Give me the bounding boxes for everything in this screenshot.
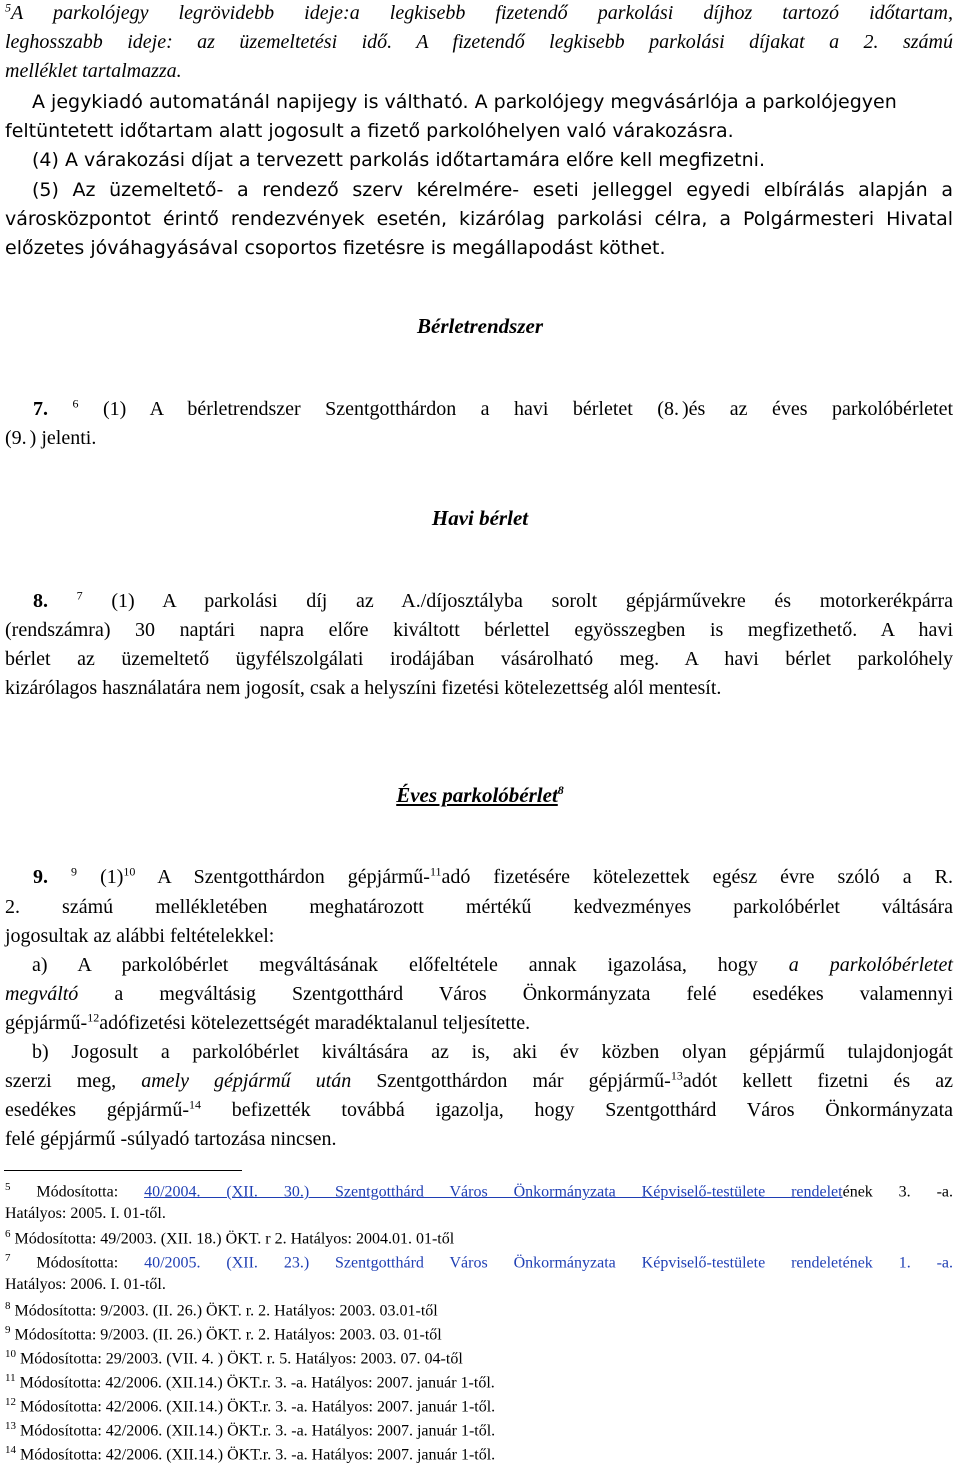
footnote-5-link[interactable]: 40/2004. (XII. 30.) Szentgotthárd Város Önkormányzata Képviselő-testülete rendelet <box>144 1183 843 1201</box>
text: Szentgotthárdon már gépjármű- <box>351 1070 671 1092</box>
footnote-ref: 7 <box>76 588 83 603</box>
text: esedékes gépjármű- <box>5 1099 190 1121</box>
text: (1) A parkolási díj az A./díjosztályba sorolt gépjárművekre és motorkerékpárra <box>111 590 954 612</box>
text: A parkolójegy legrövidebb ideje:a legkisebb fizetendő parkolási díjhoz tartozó időtartam, <box>11 2 953 24</box>
text: adó fizetésére kötelezettek egész évre szóló a R. <box>441 866 954 888</box>
text: Módosította: 49/2003. (XII. 18.) ÖKT. r 2. Hatályos: 2004.01. 01-től <box>10 1230 455 1248</box>
text: adófizetési kötelezettségét maradéktalanul teljesítette. <box>99 1012 531 1034</box>
paragraph-8-line: (rendszámra) 30 naptári napra előre kiváltott bérlettel egyösszegben is megfizethető. A havi <box>5 619 953 641</box>
footnote-11 <box>5 1372 495 1392</box>
paragraph-4: (4) A várakozási díjat a tervezett parkolás időtartamára előre kell megfizetni. <box>32 149 765 171</box>
paragraph-9b-line: b) Jogosult a parkolóbérlet kiváltására az is, aki év közben olyan gépjármű tulajdonjogát <box>32 1041 953 1063</box>
text: a) A parkolóbérlet megváltásának előfeltétele annak igazolása, hogy <box>32 954 789 976</box>
paragraph-7-line <box>5 427 96 450</box>
footnote-5 <box>5 1181 953 1201</box>
footnote-13 <box>5 1420 495 1440</box>
footnote-14 <box>5 1444 495 1464</box>
paragraph-5-line: városközpontot érintő rendezvények esetén, kizárólag parkolási célra, a Polgármesteri Hivatal <box>5 208 953 230</box>
footnote-7-reference: 40/2005. (XII. 23.) Szentgotthárd Város Önkormányzata Képviselő-testülete rendeletének 1. -a. <box>144 1254 954 1272</box>
footnote-number: 10 <box>5 1348 16 1360</box>
text-line: melléklet tartalmazza. <box>5 60 182 82</box>
paragraph-9b-line: felé gépjármű -súlyadó tartozása nincsen. <box>5 1128 337 1150</box>
footnote-number: 8 <box>5 1300 11 1312</box>
paragraph-9b-line <box>5 1099 953 1122</box>
section-number: 8. <box>33 590 48 612</box>
footnote-7-line2: Hatályos: 2006. I. 01-től. <box>5 1276 166 1293</box>
paragraph-9-line <box>33 866 953 889</box>
footnote-5-line2: Hatályos: 2005. I. 01-től. <box>5 1205 166 1222</box>
text: Módosította: 29/2003. (VII. 4. ) ÖKT. r. 5. Hatályos: 2003. 07. 04-től <box>16 1350 463 1368</box>
footnote-ref: 13 <box>670 1068 683 1083</box>
paragraph-9a-line <box>5 1012 530 1035</box>
footnote-ref: 6 <box>72 396 79 411</box>
heading-text: Éves parkolóbérlet <box>396 783 558 807</box>
text-italic: a parkolóbérletet <box>788 954 953 976</box>
text: adót kellett fizetni és az <box>682 1070 953 1092</box>
footnote-9 <box>5 1324 442 1344</box>
text-italic: amely gépjármű után <box>141 1070 352 1092</box>
paragraph-7-line <box>33 398 953 421</box>
text: ének 3. -a. <box>842 1183 953 1201</box>
text: Módosította: 42/2006. (XII.14.) ÖKT.r. 3. -a. Hatályos: 2007. január 1-től. <box>16 1398 496 1416</box>
text: Módosította: <box>10 1183 145 1201</box>
text: )és az éves parkolóbérletet <box>681 398 954 420</box>
footnote-number: 12 <box>5 1396 16 1408</box>
footnote-number: 9 <box>5 1324 11 1336</box>
text: a megváltásig Szentgotthárd Város Önkormányzata felé esedékes valamennyi <box>78 983 953 1005</box>
section-number: 7. <box>33 398 48 420</box>
footnote-ref: 10 <box>123 864 136 879</box>
text: (1) <box>100 866 124 888</box>
section-heading-havi-berlet: Havi bérlet <box>431 506 529 530</box>
paragraph-9b-line <box>5 1070 953 1093</box>
text-line: feltüntetett időtartam alatt jogosult a fizető parkolóhelyen való várakozásra. <box>5 120 734 142</box>
text: Módosította: 42/2006. (XII.14.) ÖKT.r. 3. -a. Hatályos: 2007. január 1-től. <box>15 1374 495 1392</box>
footnote-6 <box>5 1228 454 1248</box>
section-number: 9. <box>33 866 48 888</box>
text: (1) A bérletrendszer Szentgotthárdon a havi bérletet (8. <box>102 398 679 420</box>
text: Módosította: 9/2003. (II. 26.) ÖKT. r. 2. Hatályos: 2003. 03.01-től <box>10 1302 438 1320</box>
footnote-number: 5 <box>5 1181 11 1193</box>
text: gépjármű- <box>5 1012 88 1034</box>
footnote-10 <box>5 1348 463 1368</box>
footnote-ref: 8 <box>557 783 564 797</box>
section-heading-berletrendszer: Bérletrendszer <box>417 314 543 338</box>
paragraph-5-line: (5) Az üzemeltető- a rendező szerv kérelmére- eseti jelleggel egyedi elbírálás alapján a <box>32 179 953 201</box>
paragraph-9-line: jogosultak az alábbi feltételekkel: <box>5 925 275 947</box>
text: Módosította: 9/2003. (II. 26.) ÖKT. r. 2. Hatályos: 2003. 03. 01-től <box>10 1326 442 1344</box>
footnote-ref: 14 <box>189 1097 202 1112</box>
text: A Szentgotthárdon gépjármű- <box>135 866 430 888</box>
text-line: leghosszabb ideje: az üzemeltetési idő. A fizetendő legkisebb parkolási díjakat a 2. számú <box>5 31 953 53</box>
paragraph-8-line <box>33 590 953 613</box>
text: befizették továbbá igazolja, hogy Szentgotthárd Város Önkormányzata <box>201 1099 953 1121</box>
footnote-7 <box>5 1252 953 1272</box>
paragraph-8-line: bérlet az üzemeltető ügyfélszolgálati irodájában vásárolható meg. A havi bérlet parkolóhely <box>5 648 953 670</box>
footnote-number: 6 <box>5 1228 11 1240</box>
footnote-8 <box>5 1300 438 1320</box>
paragraph-8-line: kizárólagos használatára nem jogosít, csak a helyszíni fizetési kötelezettség alól mentesít. <box>5 677 722 699</box>
text-italic: megváltó <box>5 983 79 1005</box>
footnote-number: 7 <box>5 1252 11 1264</box>
text: Módosította: <box>10 1254 145 1272</box>
text: (9. <box>5 427 27 449</box>
text: szerzi meg, <box>5 1070 142 1092</box>
footnote-12 <box>5 1396 495 1416</box>
text: Módosította: 42/2006. (XII.14.) ÖKT.r. 3. -a. Hatályos: 2007. január 1-től. <box>16 1446 496 1464</box>
paragraph-9a-line <box>32 954 953 977</box>
text-line: A jegykiadó automatánál napijegy is váltható. A parkolójegy megvásárlója a parkolójegyen <box>32 91 897 113</box>
footnote-ref: 9 <box>71 864 78 879</box>
paragraph-9a-line <box>5 983 953 1006</box>
footnote-separator <box>4 1170 242 1171</box>
section-heading-eves-parkoloberlet <box>0 783 960 808</box>
footnote-ref: 12 <box>87 1010 100 1025</box>
paragraph-5-line: előzetes jóváhagyásával csoportos fizetésre is megállapodást köthet. <box>5 237 666 259</box>
footnote-ref: 11 <box>429 864 442 879</box>
footnote-number: 11 <box>5 1372 16 1384</box>
text-line <box>5 2 953 25</box>
footnote-number: 14 <box>5 1444 16 1456</box>
text: ) jelenti. <box>29 427 97 449</box>
paragraph-9-line: 2. számú mellékletében meghatározott mértékű kedvezményes parkolóbérlet váltására <box>5 896 953 918</box>
footnote-ref: 5 <box>5 0 11 15</box>
footnote-number: 13 <box>5 1420 16 1432</box>
text: Módosította: 42/2006. (XII.14.) ÖKT.r. 3. -a. Hatályos: 2007. január 1-től. <box>16 1422 496 1440</box>
